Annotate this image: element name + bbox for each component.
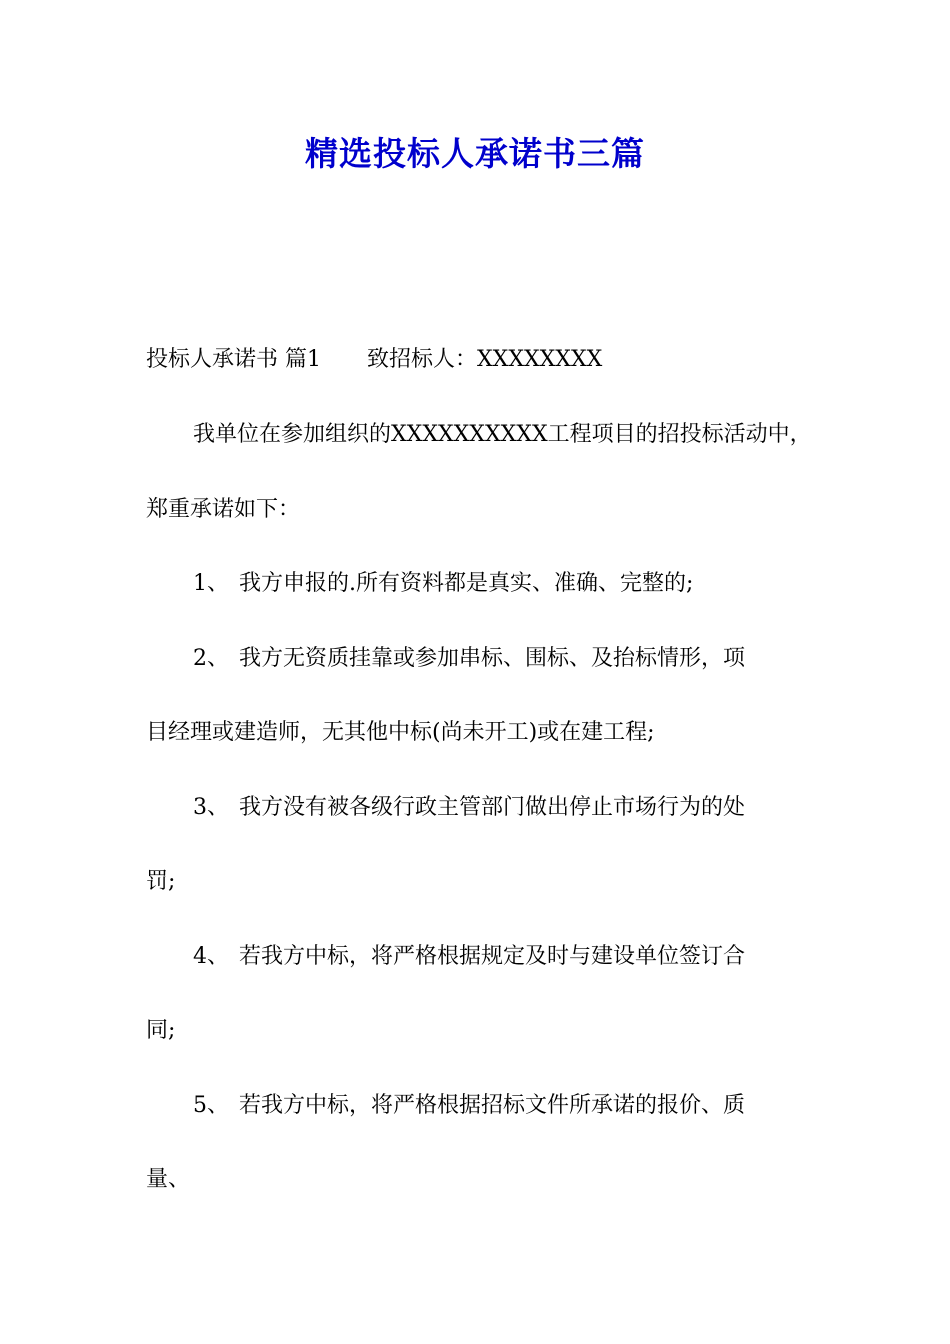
list-item-2	[193, 644, 745, 674]
list-item-5	[193, 1091, 745, 1121]
list-item-4-cont: 同;	[146, 1018, 176, 1043]
header-right: 致招标人：XXXXXXXX	[367, 347, 603, 372]
header-left: 投标人承诺书 篇1	[146, 347, 321, 372]
intro-line-1: 我单位在参加组织的XXXXXXXXXX工程项目的招投标活动中，	[193, 422, 812, 447]
item-number: 3、	[193, 795, 229, 820]
item-number: 5、	[193, 1093, 229, 1118]
list-item-2-cont: 目经理或建造师，无其他中标(尚未开工)或在建工程;	[146, 720, 655, 745]
item-text: 若我方中标，将严格根据规定及时与建设单位签订合	[239, 944, 746, 969]
item-text: 我方没有被各级行政主管部门做出停止市场行为的处	[239, 795, 746, 820]
list-item-3	[193, 793, 745, 823]
item-text: 我方申报的.所有资料都是真实、准确、完整的;	[239, 571, 694, 596]
header-line	[146, 345, 602, 375]
intro-line-2: 郑重承诺如下：	[146, 497, 301, 522]
list-item-1	[193, 569, 693, 599]
document-title: 精选投标人承诺书三篇	[305, 134, 645, 173]
item-text: 若我方中标，将严格根据招标文件所承诺的报价、质	[239, 1093, 746, 1118]
list-item-4	[193, 942, 745, 972]
list-item-3-cont: 罚;	[146, 869, 176, 894]
item-number: 1、	[193, 571, 229, 596]
item-number: 2、	[193, 646, 229, 671]
list-item-5-cont: 量、	[146, 1167, 191, 1192]
item-number: 4、	[193, 944, 229, 969]
item-text: 我方无资质挂靠或参加串标、围标、及抬标情形，项	[239, 646, 746, 671]
